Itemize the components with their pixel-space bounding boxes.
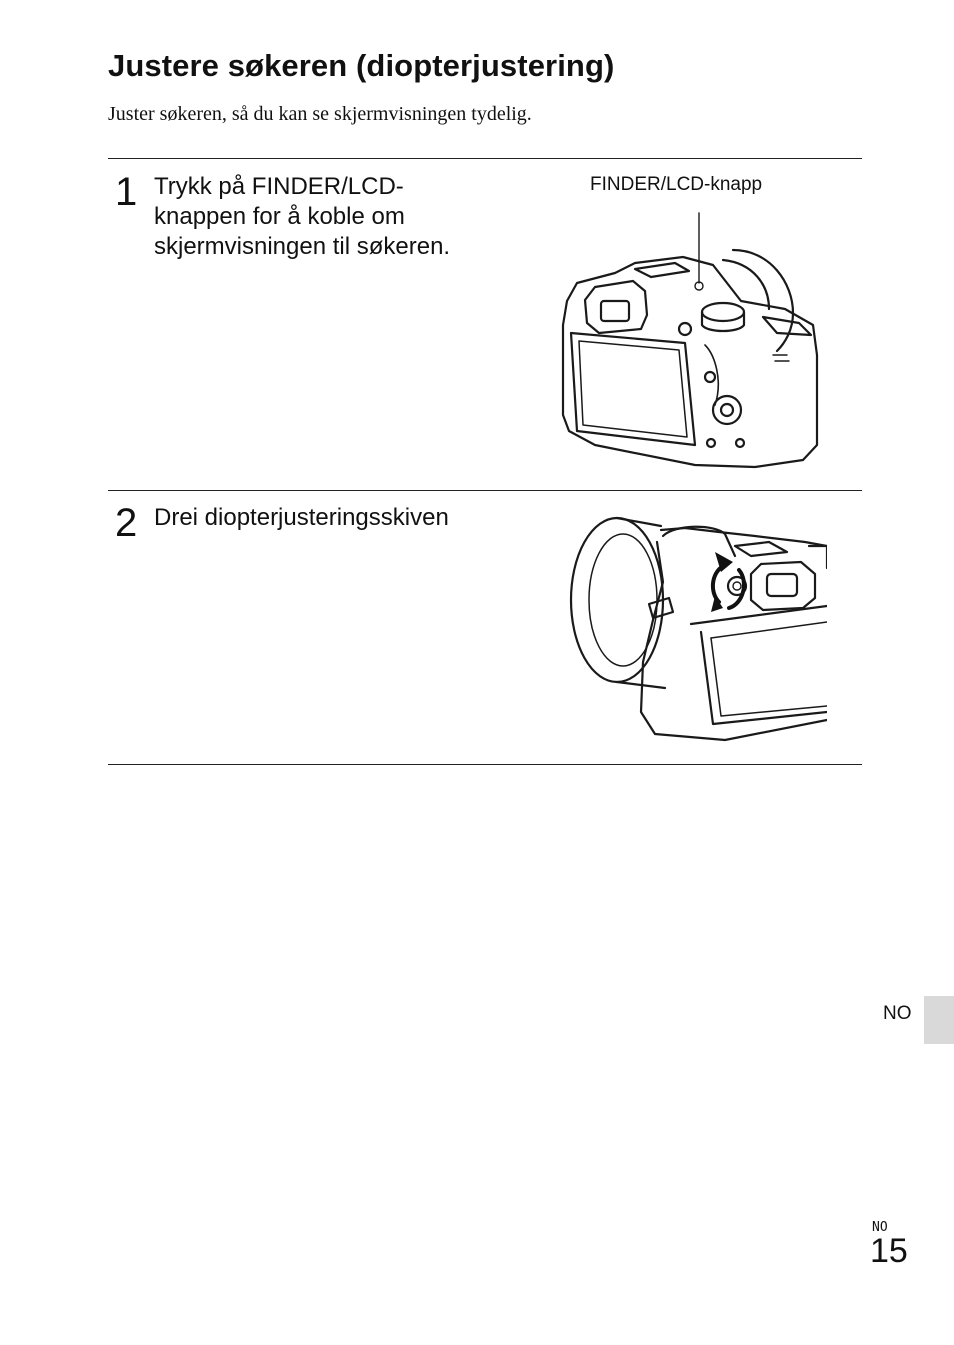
divider xyxy=(108,490,862,491)
camera-back-illustration xyxy=(555,205,830,475)
language-tab xyxy=(924,996,954,1044)
step-1-text xyxy=(154,172,450,262)
page-title: Justere søkeren (diopterjustering) xyxy=(108,48,615,83)
step-2-number: 2 xyxy=(115,501,138,545)
divider xyxy=(108,764,862,765)
intro-text: Juster søkeren, så du kan se skjermvisningen tydelig. xyxy=(108,103,532,125)
page-language: NO xyxy=(872,1220,888,1235)
step-1-line: skjermvisningen til søkeren. xyxy=(154,233,451,260)
page-number: 15 xyxy=(870,1232,908,1270)
step-1-line: knappen for å koble om xyxy=(154,203,405,230)
step-1-number: 1 xyxy=(115,170,138,214)
finder-lcd-button-callout: FINDER/LCD-knapp xyxy=(590,174,763,195)
step-2-text xyxy=(154,503,449,533)
step-1-line: Trykk på FINDER/LCD- xyxy=(154,173,404,200)
language-tab-label: NO xyxy=(883,1003,912,1024)
divider xyxy=(108,158,862,159)
step-2-line: Drei diopterjusteringsskiven xyxy=(154,504,449,531)
camera-diopter-illustration xyxy=(565,512,827,744)
